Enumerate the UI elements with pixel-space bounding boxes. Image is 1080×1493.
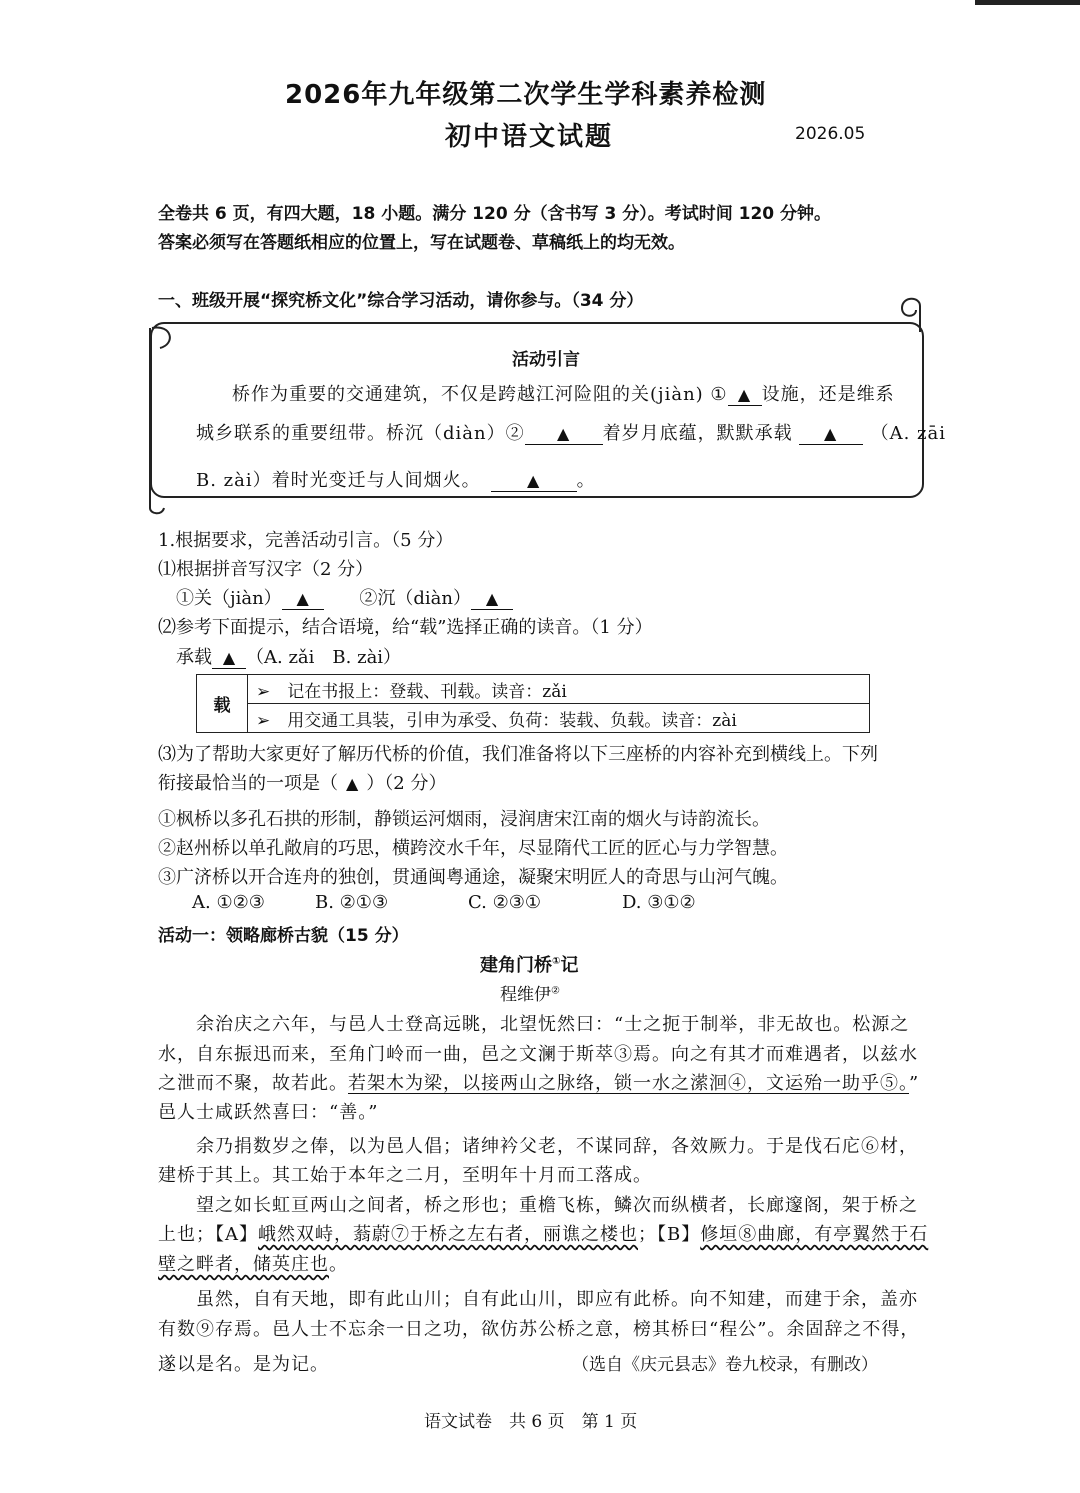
q1-part-2: ⑵参考下面提示，结合语境，给“载”选择正确的读音。（1 分） <box>158 617 653 638</box>
q1-part-1-a-label: ①关（jiàn） <box>176 588 282 609</box>
answer-blank-4: ▲ <box>346 774 359 793</box>
passage-author-note: ② <box>551 985 560 997</box>
intro-line-1-text-b: 设施，还是维系 <box>761 384 895 405</box>
wavy-sentence-b: 修垣⑧曲廊，有亭翼然于石 <box>700 1224 929 1245</box>
blank-4: ▲ <box>491 471 577 492</box>
intro-line-2-text-c: （A. zāi <box>870 423 947 444</box>
passage-p3-l3-b: 。 <box>329 1254 348 1275</box>
blank-3: ▲ <box>799 424 863 445</box>
q1-part-3-line-1: ⑶为了帮助大家更好了解历代桥的价值，我们准备将以下三座桥的内容补充到横线上。下列 <box>158 744 878 765</box>
exam-title: 2026年九年级第二次学生学科素养检测 <box>285 80 767 110</box>
q1-part-2-choices: （A. zǎi B. zài） <box>246 647 402 668</box>
intro-line-2-text-a: 城乡联系的重要纽带。桥沉（diàn）② <box>196 423 525 444</box>
passage-title-end: 记 <box>560 955 579 976</box>
q1-part-3-text-a: 衔接最恰当的一项是（ <box>158 773 338 794</box>
choice-b: B. ②①③ <box>315 892 389 913</box>
intro-line-3-text-a: B. zài）着时光变迁与人间烟火。 <box>196 470 481 491</box>
passage-p3-l3 <box>158 1250 348 1276</box>
q1-part-2-answer <box>176 643 401 669</box>
notice-line-1: 全卷共 6 页，有四大题，18 小题。满分 120 分（含书写 3 分）。考试时间 120 分钟。 <box>158 204 832 224</box>
definition-row-1: ➢ 记在书报上：登载、刊载。读音：zǎi <box>248 675 870 704</box>
q1-part-3-line-2 <box>158 769 447 795</box>
answer-blank-3: ▲ <box>212 648 246 669</box>
exam-subtitle: 初中语文试题 <box>445 122 614 152</box>
passage-p1-l2: 水，自东振迅而来，至角门岭而一曲，邑之文澜于斯萃③焉。向之有其才而难遇者，以兹水 <box>158 1044 918 1065</box>
passage-p1-l1: 余治庆之六年，与邑人士登高远眺，北望怃然曰：“士之扼于制举，非无故也。松源之 <box>196 1014 910 1035</box>
passage-p3-l2 <box>158 1220 928 1246</box>
passage-source: （选自《庆元县志》卷九校录，有删改） <box>572 1355 878 1375</box>
passage-p4-l2: 有数⑨存焉。邑人士不忘余一日之功，欲仿苏公桥之意，榜其桥曰“程公”。余固辞之不得， <box>158 1319 920 1340</box>
passage-p4-l1: 虽然，自有天地，即有此山川；自有此山川，即应有此桥。向不知建，而建于余，盖亦 <box>196 1289 918 1310</box>
answer-blank-2: ▲ <box>471 589 513 610</box>
option-1: ①枫桥以多孔石拱的形制，静锁运河烟雨，浸润唐宋江南的烟火与诗韵流长。 <box>158 809 770 830</box>
scan-edge-bar <box>975 0 1080 5</box>
passage-p1-l3 <box>158 1069 919 1095</box>
activity-1-heading: 活动一：领略廊桥古貌（15 分） <box>158 926 409 946</box>
q1-part-1: ⑴根据拼音写汉字（2 分） <box>158 559 374 580</box>
passage-p3-l1: 望之如长虹亘两山之间者，桥之形也；重檐飞栋，鳞次而纵横者，长廊邃阁，架于桥之 <box>196 1195 918 1216</box>
passage-p2-l2: 建桥于其上。其工始于本年之二月，至明年十月而工落成。 <box>158 1165 652 1186</box>
passage-p3-l2-a: 上也；【A】 <box>158 1224 258 1245</box>
choice-a: A. ①②③ <box>192 892 265 913</box>
passage-title <box>480 951 578 977</box>
definition-key: 载 <box>197 675 248 733</box>
blank-2: ▲ <box>525 424 603 445</box>
passage-title-note: ① <box>552 956 561 967</box>
q1-part-1-b-label: ②沉（diàn） <box>359 588 472 609</box>
scroll-curl-left-icon <box>142 318 182 518</box>
page-footer: 语文试卷 共 6 页 第 1 页 <box>424 1412 638 1432</box>
definition-table <box>196 674 870 733</box>
definition-row-2: ➢ 用交通工具装，引申为承受、负荷：装载、负载。读音：zài <box>248 704 870 733</box>
q1-part-2-word: 承载 <box>176 647 212 668</box>
passage-p1-l4: 邑人士咸跃然喜曰：“善。” <box>158 1102 379 1123</box>
q1-part-1-answers <box>176 584 513 610</box>
passage-p3-l2-c: ；【B】 <box>638 1224 701 1245</box>
intro-line-3 <box>196 466 596 492</box>
passage-p2-l1: 余乃捐数岁之俸，以为邑人倡；诸绅衿父老，不谋同辞，各效厥力。于是伐石庀⑥材， <box>196 1136 918 1157</box>
passage-title-text: 建角门桥 <box>480 955 552 976</box>
underlined-sentence: 若架木为梁，以接两山之脉络，锁一水之潆洄④，文运殆一助乎⑤。 <box>348 1073 909 1094</box>
intro-line-3-text-b: 。 <box>576 470 596 491</box>
passage-p4-l3: 遂以是名。是为记。 <box>158 1354 329 1375</box>
answer-blank-1: ▲ <box>282 589 324 610</box>
passage-author-name: 程维伊 <box>500 985 551 1005</box>
choice-d: D. ③①② <box>622 892 696 913</box>
blank-1: ▲ <box>728 385 762 406</box>
notice-line-2: 答案必须写在答题纸相应的位置上，写在试题卷、草稿纸上的均无效。 <box>158 233 685 253</box>
passage-p1-l3-a: 之泄而不聚，故若此。 <box>158 1073 348 1094</box>
intro-title: 活动引言 <box>512 350 580 370</box>
section-1-heading: 一、班级开展“探究桥文化”综合学习活动，请你参与。（34 分） <box>158 291 644 311</box>
q1-stem: 1.根据要求，完善活动引言。（5 分） <box>158 530 454 551</box>
intro-line-2 <box>196 419 946 445</box>
intro-line-2-text-b: 着岁月底蕴，默默承载 <box>602 423 793 444</box>
exam-date: 2026.05 <box>795 124 866 144</box>
choice-c: C. ②③① <box>468 892 541 913</box>
wavy-sentence-a: 峨然双峙，蓊蔚⑦于桥之左右者，丽谯之楼也 <box>258 1224 638 1245</box>
scroll-curl-right-icon <box>890 296 930 336</box>
option-2: ②赵州桥以单孔敞肩的巧思，横跨洨水千年，尽显隋代工匠的匠心与力学智慧。 <box>158 838 788 859</box>
passage-p1-l3-c: ” <box>909 1073 920 1094</box>
intro-line-1 <box>232 380 895 406</box>
wavy-sentence-b-end: 壁之畔者，储英庄也 <box>158 1254 329 1275</box>
q1-part-3-text-b: ）（2 分） <box>366 773 447 794</box>
intro-line-1-text-a: 桥作为重要的交通建筑，不仅是跨越江河险阻的关(jiàn) ① <box>232 384 728 405</box>
passage-author <box>500 980 560 1005</box>
option-3: ③广济桥以开合连舟的独创，贯通闽粤通途，凝聚宋明匠人的奇思与山河气魄。 <box>158 867 788 888</box>
